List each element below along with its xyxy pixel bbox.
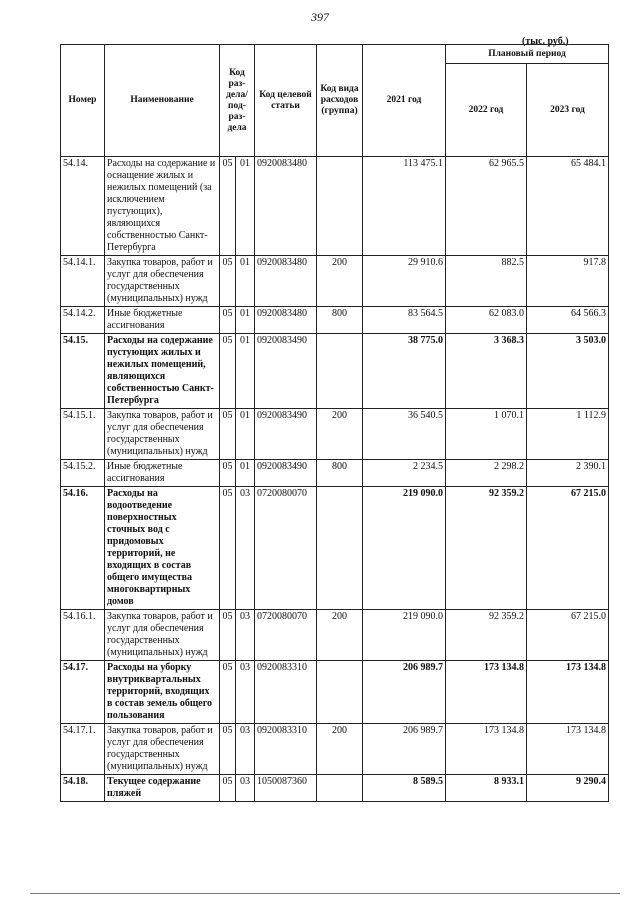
row-target-code: 0720080070 xyxy=(255,610,317,661)
row-razdel: 05 xyxy=(220,661,236,724)
row-value-2021: 2 234.5 xyxy=(363,460,446,487)
row-target-code: 0920083490 xyxy=(255,334,317,409)
row-name: Закупка товаров, работ и услуг для обеспечения государственных (муниципальных) нужд xyxy=(105,256,220,307)
row-value-2023: 173 134.8 xyxy=(527,724,609,775)
row-name: Расходы на содержание и оснащение жилых и нежилых помещений (за исключением пустующих), являющихся собственностью Санкт-Петербурга xyxy=(105,157,220,256)
row-value-2022: 173 134.8 xyxy=(446,724,527,775)
row-target-code: 1050087360 xyxy=(255,775,317,802)
row-razdel: 05 xyxy=(220,307,236,334)
row-podrazdel: 01 xyxy=(236,409,255,460)
row-number: 54.14.2. xyxy=(61,307,105,334)
row-value-2023: 67 215.0 xyxy=(527,610,609,661)
row-number: 54.15.2. xyxy=(61,460,105,487)
row-value-2023: 173 134.8 xyxy=(527,661,609,724)
row-razdel: 05 xyxy=(220,724,236,775)
row-target-code: 0920083480 xyxy=(255,307,317,334)
budget-table xyxy=(60,44,609,802)
row-value-2022: 882.5 xyxy=(446,256,527,307)
row-value-2021: 8 589.5 xyxy=(363,775,446,802)
row-expense-type: 200 xyxy=(317,409,363,460)
row-razdel: 05 xyxy=(220,409,236,460)
row-value-2021: 36 540.5 xyxy=(363,409,446,460)
header-csr: Код целевой статьи xyxy=(255,45,317,157)
header-number: Номер xyxy=(61,45,105,157)
row-target-code: 0920083480 xyxy=(255,256,317,307)
header-name: Наименование xyxy=(105,45,220,157)
row-name: Закупка товаров, работ и услуг для обеспечения государственных (муниципальных) нужд xyxy=(105,409,220,460)
row-value-2021: 219 090.0 xyxy=(363,487,446,610)
table-row xyxy=(61,661,609,724)
table-row xyxy=(61,487,609,610)
row-number: 54.16. xyxy=(61,487,105,610)
row-podrazdel: 03 xyxy=(236,487,255,610)
row-razdel: 05 xyxy=(220,256,236,307)
row-name: Расходы на водоотведение поверхностных сточных вод с придомовых территорий, не входящих в состав общего имущества многоквартирных домов xyxy=(105,487,220,610)
row-value-2022: 2 298.2 xyxy=(446,460,527,487)
row-number: 54.14.1. xyxy=(61,256,105,307)
row-value-2022: 3 368.3 xyxy=(446,334,527,409)
header-planned-period: Плановый период xyxy=(446,45,609,64)
row-expense-type xyxy=(317,334,363,409)
row-value-2022: 1 070.1 xyxy=(446,409,527,460)
row-number: 54.17. xyxy=(61,661,105,724)
row-expense-type xyxy=(317,487,363,610)
row-podrazdel: 03 xyxy=(236,610,255,661)
row-expense-type: 200 xyxy=(317,610,363,661)
table-row xyxy=(61,610,609,661)
row-value-2022: 62 083.0 xyxy=(446,307,527,334)
row-razdel: 05 xyxy=(220,157,236,256)
row-value-2021: 29 910.6 xyxy=(363,256,446,307)
row-name: Расходы на содержание пустующих жилых и нежилых помещений, являющихся собственностью Санкт-Петербурга xyxy=(105,334,220,409)
row-expense-type xyxy=(317,775,363,802)
row-value-2023: 917.8 xyxy=(527,256,609,307)
row-podrazdel: 01 xyxy=(236,157,255,256)
row-name: Иные бюджетные ассигнования xyxy=(105,307,220,334)
row-value-2023: 64 566.3 xyxy=(527,307,609,334)
bottom-rule xyxy=(30,893,620,894)
table-row xyxy=(61,775,609,802)
row-target-code: 0920083490 xyxy=(255,460,317,487)
row-value-2022: 62 965.5 xyxy=(446,157,527,256)
row-razdel: 05 xyxy=(220,460,236,487)
table-row xyxy=(61,334,609,409)
row-value-2021: 219 090.0 xyxy=(363,610,446,661)
units-label: (тыс. руб.) xyxy=(522,36,569,47)
row-name: Иные бюджетные ассигнования xyxy=(105,460,220,487)
row-number: 54.16.1. xyxy=(61,610,105,661)
row-target-code: 0920083490 xyxy=(255,409,317,460)
row-razdel: 05 xyxy=(220,487,236,610)
table-row xyxy=(61,724,609,775)
row-value-2022: 173 134.8 xyxy=(446,661,527,724)
row-expense-type xyxy=(317,661,363,724)
row-razdel: 05 xyxy=(220,334,236,409)
row-podrazdel: 03 xyxy=(236,724,255,775)
row-expense-type: 800 xyxy=(317,460,363,487)
row-razdel: 05 xyxy=(220,610,236,661)
table-row xyxy=(61,256,609,307)
row-expense-type xyxy=(317,157,363,256)
row-value-2022: 92 359.2 xyxy=(446,610,527,661)
table-row xyxy=(61,409,609,460)
row-podrazdel: 03 xyxy=(236,661,255,724)
header-2021: 2021 год xyxy=(363,45,446,157)
row-target-code: 0920083480 xyxy=(255,157,317,256)
table-row xyxy=(61,157,609,256)
row-name: Закупка товаров, работ и услуг для обеспечения государственных (муниципальных) нужд xyxy=(105,610,220,661)
page-number: 397 xyxy=(311,10,329,24)
row-number: 54.14. xyxy=(61,157,105,256)
row-value-2023: 65 484.1 xyxy=(527,157,609,256)
row-name: Закупка товаров, работ и услуг для обеспечения государственных (муниципальных) нужд xyxy=(105,724,220,775)
row-value-2023: 1 112.9 xyxy=(527,409,609,460)
row-target-code: 0920083310 xyxy=(255,724,317,775)
row-value-2021: 206 989.7 xyxy=(363,724,446,775)
row-value-2021: 113 475.1 xyxy=(363,157,446,256)
table-row xyxy=(61,307,609,334)
row-value-2022: 92 359.2 xyxy=(446,487,527,610)
header-2023: 2023 год xyxy=(527,64,609,157)
row-name: Расходы на уборку внутриквартальных территорий, входящих в состав земель общего пользования xyxy=(105,661,220,724)
row-podrazdel: 01 xyxy=(236,334,255,409)
table-row xyxy=(61,460,609,487)
table-body xyxy=(61,157,609,802)
header-razdel: Код раз-дела/ под-раз-дела xyxy=(220,45,255,157)
row-number: 54.18. xyxy=(61,775,105,802)
row-value-2021: 206 989.7 xyxy=(363,661,446,724)
row-expense-type: 200 xyxy=(317,256,363,307)
row-value-2021: 38 775.0 xyxy=(363,334,446,409)
row-podrazdel: 01 xyxy=(236,460,255,487)
row-razdel: 05 xyxy=(220,775,236,802)
row-number: 54.15. xyxy=(61,334,105,409)
row-number: 54.17.1. xyxy=(61,724,105,775)
row-name: Текущее содержание пляжей xyxy=(105,775,220,802)
row-value-2023: 9 290.4 xyxy=(527,775,609,802)
row-value-2021: 83 564.5 xyxy=(363,307,446,334)
row-target-code: 0920083310 xyxy=(255,661,317,724)
row-value-2023: 67 215.0 xyxy=(527,487,609,610)
row-target-code: 0720080070 xyxy=(255,487,317,610)
row-number: 54.15.1. xyxy=(61,409,105,460)
row-podrazdel: 03 xyxy=(236,775,255,802)
row-podrazdel: 01 xyxy=(236,307,255,334)
row-expense-type: 200 xyxy=(317,724,363,775)
row-value-2023: 3 503.0 xyxy=(527,334,609,409)
row-value-2022: 8 933.1 xyxy=(446,775,527,802)
header-2022: 2022 год xyxy=(446,64,527,157)
row-podrazdel: 01 xyxy=(236,256,255,307)
header-vr: Код вида расходов (группа) xyxy=(317,45,363,157)
row-value-2023: 2 390.1 xyxy=(527,460,609,487)
row-expense-type: 800 xyxy=(317,307,363,334)
